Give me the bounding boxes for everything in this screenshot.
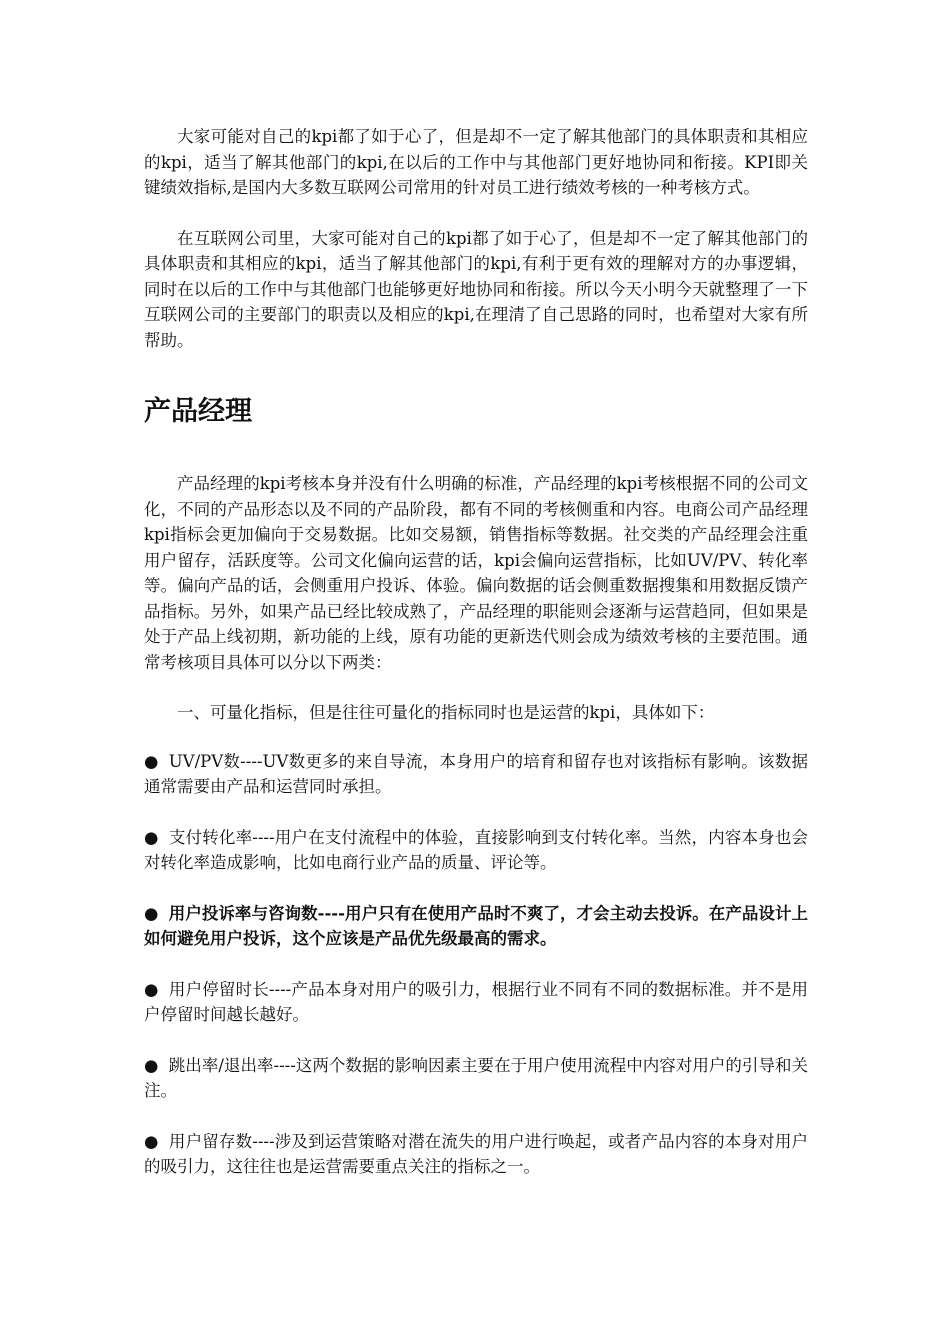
document-page bbox=[144, 124, 808, 1180]
bullet-text: 用户留存数----涉及到运营策略对潜在流失的用户进行唤起，或者产品内容的本身对用户的吸引力，这往往也是运营需要重点关注的指标之一。 bbox=[144, 1131, 808, 1176]
bullet-text: UV/PV数----UV数更多的来自导流，本身用户的培育和留存也对该指标有影响。该数据通常需要由产品和运营同时承担。 bbox=[144, 751, 808, 796]
bullet-item bbox=[144, 825, 808, 876]
bullet-item bbox=[144, 749, 808, 800]
bullet-item bbox=[144, 977, 808, 1028]
bullet-text: 用户停留时长----产品本身对用户的吸引力，根据行业不同有不同的数据标准。并不是用户停留时间越长越好。 bbox=[144, 979, 808, 1024]
bullet-dot-icon: ● bbox=[144, 979, 159, 999]
bullet-item-emphasized bbox=[144, 901, 808, 952]
section-paragraph: 产品经理的kpi考核本身并没有什么明确的标准，产品经理的kpi考核根据不同的公司文化，不同的产品形态以及不同的产品阶段，都有不同的考核侧重和内容。电商公司产品经理kpi指标会更加偏向于交易数据。比如交易额，销售指标等数据。社交类的产品经理会注重用户留存，活跃度等。公司文化偏向运营的话，kpi会偏向运营指标，比如UV/PV、转化率等。偏向产品的话，会侧重用户投诉、体验。偏向数据的话会侧重数据搜集和用数据反馈产品指标。另外，如果产品已经比较成熟了，产品经理的职能则会逐渐与运营趋同，但如果是处于产品上线初期，新功能的上线，原有功能的更新迭代则会成为绩效考核的主要范围。通常考核项目具体可以分以下两类： bbox=[144, 474, 808, 672]
section-heading: 产品经理 bbox=[144, 396, 252, 427]
bullet-dot-icon: ● bbox=[144, 903, 159, 923]
bullet-dot-icon: ● bbox=[144, 751, 159, 771]
bullet-text: 用户投诉率与咨询数----用户只有在使用产品时不爽了，才会主动去投诉。在产品设计上如何避免用户投诉，这个应该是产品优先级最高的需求。 bbox=[144, 903, 808, 948]
bullet-text: 支付转化率----用户在支付流程中的体验，直接影响到支付转化率。当然，内容本身也会对转化率造成影响，比如电商行业产品的质量、评论等。 bbox=[144, 827, 808, 872]
bullet-dot-icon: ● bbox=[144, 1055, 159, 1075]
bullet-dot-icon: ● bbox=[144, 827, 159, 847]
bullet-item bbox=[144, 1129, 808, 1180]
bullet-dot-icon: ● bbox=[144, 1131, 159, 1151]
intro-paragraph-2: 在互联网公司里，大家可能对自己的kpi都了如于心了，但是却不一定了解其他部门的具体职责和其相应的kpi，适当了解其他部门的kpi,有利于更有效的理解对方的办事逻辑，同时在以后的工作中与其他部门也能够更好地协同和衔接。所以今天小明今天就整理了一下互联网公司的主要部门的职责以及相应的kpi,在理清了自己思路的同时，也希望对大家有所帮助。 bbox=[144, 228, 808, 350]
intro-paragraph-1: 大家可能对自己的kpi都了如于心了，但是却不一定了解其他部门的具体职责和其相应的kpi，适当了解其他部门的kpi,在以后的工作中与其他部门更好地协同和衔接。KPI即关键绩效指标,是国内大多数互联网公司常用的针对员工进行绩效考核的一种考核方式。 bbox=[144, 127, 808, 197]
bullet-item bbox=[144, 1053, 808, 1104]
bullet-text: 跳出率/退出率----这两个数据的影响因素主要在于用户使用流程中内容对用户的引导和关注。 bbox=[144, 1055, 808, 1100]
category-line: 一、可量化指标，但是往往可量化的指标同时也是运营的kpi，具体如下： bbox=[177, 703, 715, 722]
